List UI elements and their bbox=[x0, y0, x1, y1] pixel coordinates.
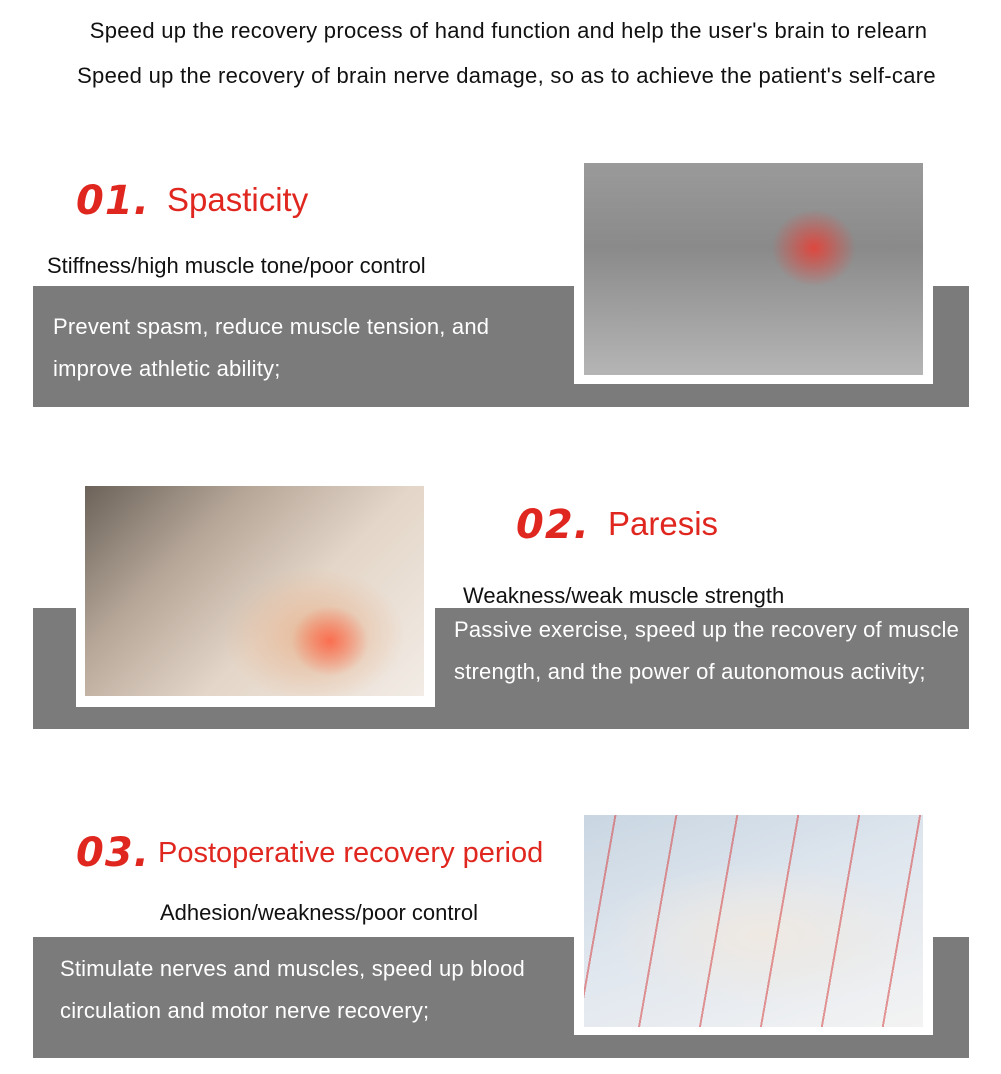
section-2-subtitle: Weakness/weak muscle strength bbox=[463, 583, 785, 608]
section-3-title: Postoperative recovery period bbox=[158, 837, 544, 869]
intro-line-2: Speed up the recovery of brain nerve damage, so as to achieve the patient's self-care bbox=[77, 63, 936, 88]
section-3-description: Stimulate nerves and muscles, speed up blood circulation and motor nerve recovery; bbox=[60, 956, 525, 1023]
section-1-title: Spasticity bbox=[167, 181, 309, 218]
section-1-number: 01. bbox=[76, 178, 150, 224]
section-3-bandaged-hand-photo bbox=[584, 815, 923, 1027]
section-2-hand-massage-photo bbox=[85, 486, 424, 696]
section-2-number: 02. bbox=[516, 502, 590, 548]
section-1-subtitle: Stiffness/high muscle tone/poor control bbox=[47, 253, 426, 278]
section-2-title: Paresis bbox=[608, 505, 719, 542]
section-2-description: Passive exercise, speed up the recovery of muscle strength, and the power of autonomous activity; bbox=[454, 617, 960, 684]
section-3-subtitle: Adhesion/weakness/poor control bbox=[160, 900, 478, 925]
section-1-description: Prevent spasm, reduce muscle tension, and improve athletic ability; bbox=[53, 314, 490, 381]
section-1-hand-pain-photo bbox=[584, 163, 923, 375]
section-3-number: 03. bbox=[76, 830, 150, 876]
intro-line-1: Speed up the recovery process of hand function and help the user's brain to relearn bbox=[89, 18, 928, 43]
